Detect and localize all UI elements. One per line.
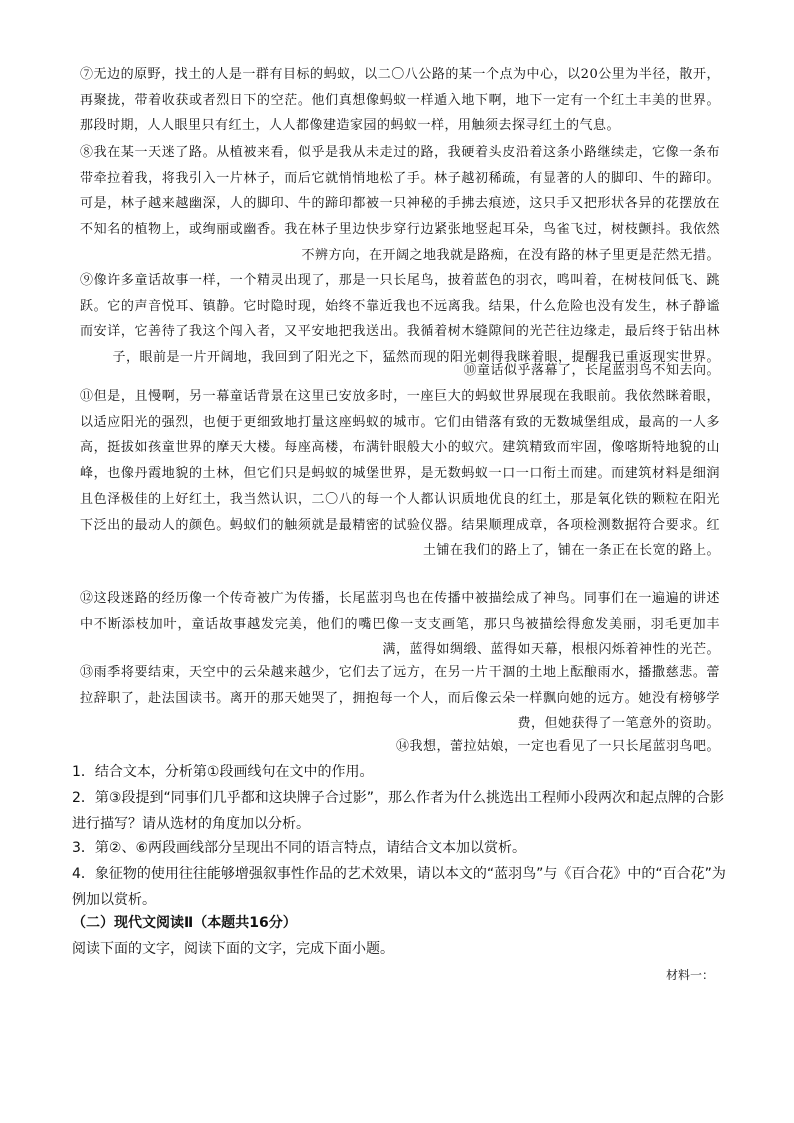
paragraph-8: ⑧我在某一天迷了路。从植被来看，似乎是我从未走过的路，我硬着头皮沿着这条小路继续走，它像一条布带牵拉着我，将我引入一片林子，而后它就悄悄地松了手。林子越初稀疏，有显著的人的脚印、牛的蹄印。可是，林子越来越幽深，人的脚印、牛的蹄印都被一只神秘的手拂去痕迹，这只手又把形状各异的花摆放在不知名的植物上，或绚丽或幽香。我在林子里边快步穿行边紧张地竖起耳朵，鸟雀飞过，树枝颤抖。我依然不辨方向，在开阔之地我就是路痴，在没有路的林子里更是茫然无措。	[80, 145, 720, 263]
section-instruction: 阅读下面的文字，阅读下面的文字，完成下面小题。	[72, 941, 394, 957]
material-label: 材料一：	[665, 968, 714, 982]
paragraph-14: ⑭我想，蕾拉姑娘，一定也看见了一只长尾蓝羽鸟吧。	[395, 739, 720, 754]
paragraph-11: ⑪但是，且慢啊，另一幕童话背景在这里已安放多时，一座巨大的蚂蚁世界展现在我眼前。我依然眯着眼，以适应阳光的强烈，也便于更细致地打量这座蚂蚁的城市。它们由错落有致的无数城堡组成，最高的一人多高，挺拔如孩童世界的摩天大楼。每座高楼，布满针眼般大小的蚁穴。建筑精致而牢固，像喀斯特地貌的山峰，也像丹霞地貌的土林，但它们只是蚂蚁的城堡世界，是无数蚂蚁一口一口衔土而建。而建筑材料是细润且色泽极佳的上好红土，我当然认识，二〇八的每一个人都认识质地优良的红土，那是氧化铁的颗粒在阳光下泛出的最动人的颜色。蚂蚁们的触须就是最精密的试验仪器。结果顺理成章，各项检测数据符合要求。红土铺在我们的路上了，铺在一条正在长宽的路上。	[80, 389, 720, 559]
paragraph-9: ⑨像许多童话故事一样，一个精灵出现了，那是一只长尾鸟，披着蓝色的羽衣，鸣叫着，在树枝间低飞、跳跃。它的声音悦耳、镇静。它时隐时现，始终不靠近我也不远离我。结果，什么危险也没有发生，林子静谧而安详，它善待了我这个闯入者，又平安地把我送出。我循着树木缝隙间的光芒往边缘走，最后终于钻出林子，眼前是一片开阔地，我回到了阳光之下，猛然而现的阳光刺得我眯着眼，提醒我已重返现实世界。	[80, 273, 720, 366]
question-1: 1．结合文本，分析第①段画线句在文中的作用。	[72, 764, 374, 780]
question-4: 4．象征物的使用往往能够增强叙事性作品的艺术效果，请以本文的“蓝羽鸟”与《百合花》中的“百合花”为例加以赏析。	[72, 866, 726, 908]
paragraph-12: ⑫这段迷路的经历像一个传奇被广为传播，长尾蓝羽鸟也在传播中被描绘成了神鸟。同事们在一遍遍的讲述中不断添枝加叶，童话故事越发完美，他们的嘴巴像一支支画笔，那只鸟被描绘得愈发美丽，羽毛更加丰满，蓝得如绸缎、蓝得如天幕，根根闪烁着神性的光芒。	[80, 591, 720, 658]
paragraph-13: ⑬雨季将要结束，天空中的云朵越来越少，它们去了远方，在另一片干涸的土地上酝酿雨水，播撒慈悲。蕾拉辞职了，赴法国读书。离开的那天她哭了，拥抱每一个人，而后像云朵一样飘向她的远方。她没有榜够学费，但她获得了一笔意外的资助。	[80, 665, 720, 732]
question-3: 3．第②、⑥两段画线部分呈现出不同的语言特点，请结合文本加以赏析。	[72, 840, 527, 856]
paragraph-10: ⑩童话似乎落幕了，长尾蓝羽鸟不知去向。	[463, 363, 720, 378]
question-2: 2．第③段提到“同事们几乎都和这块牌子合过影”，那么作者为什么挑选出工程师小段两次和起点牌的合影进行描写？请从选材的角度加以分析。	[72, 790, 724, 832]
section-title: （二）现代文阅读Ⅱ（本题共16分）	[72, 915, 297, 931]
paragraph-7: ⑦无边的原野，找土的人是一群有目标的蚂蚁，以二〇八公路的某一个点为中心，以20公里为半径，散开，再聚拢，带着收获或者烈日下的空茫。他们真想像蚂蚁一样遁入地下啊，地下一定有一个红土丰美的世界。那段时期，人人眼里只有红土，人人都像建造家园的蚂蚁一样，用触须去探寻红土的气息。	[80, 67, 720, 134]
